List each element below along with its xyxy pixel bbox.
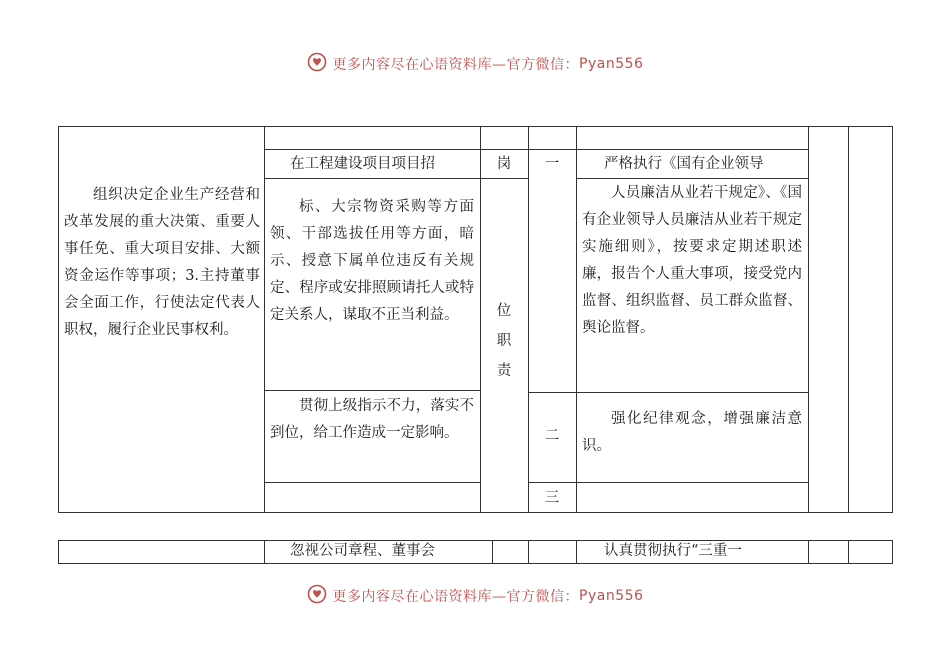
watermark-top [0, 52, 950, 76]
risk-point-2: 贯彻上级指示不力，落实不到位，给工作造成一定影响。 [270, 398, 474, 441]
watermark-code: Pyan556 [579, 56, 644, 72]
category-top-char: 岗 [496, 156, 512, 172]
measure-1: 人员廉洁从业若干规定》、《国有企业领导人员廉洁从业若干规定实施细则》，按要求定期述职述廉，报告个人重大事项，接受党内监督、组织监督、员工群众监督、舆论监督。 [582, 185, 802, 336]
table2-measure-text: 认真贯彻执行“三重一 [604, 543, 742, 559]
measure-2: 强化纪律观念，增强廉洁意识。 [582, 411, 802, 454]
category-char-1: 位 [496, 303, 512, 319]
heart-swirl-logo-icon [307, 52, 327, 76]
watermark-code: Pyan556 [579, 588, 644, 604]
level-3: 三 [544, 490, 560, 506]
heart-swirl-logo-icon [307, 584, 327, 608]
category-char-2: 职 [496, 333, 512, 349]
level-2: 二 [544, 428, 560, 444]
watermark-text: 更多内容尽在心语资料库—官方微信： [332, 57, 580, 73]
measure-header-text: 严格执行《国有企业领导 [604, 156, 764, 172]
table2-risk-text: 忽视公司章程、董事会 [290, 543, 435, 559]
category-label [480, 296, 528, 386]
risk-point-1: 标、大宗物资采购等方面领、干部选拔任用等方面，暗示、授意下属单位违反有关规定、程序或安排照顾请托人或特定关系人，谋取不正当利益。 [270, 199, 474, 323]
duty-description: 组织决定企业生产经营和改革发展的重大决策、重要人事任免、重大项目安排、大额资金运作等事项；3.主持董事会全面工作，行使法定代表人职权，履行企业民事权利。 [64, 187, 260, 338]
watermark-text: 更多内容尽在心语资料库—官方微信： [332, 589, 580, 605]
category-char-3: 责 [496, 363, 512, 379]
risk-header-text: 在工程建设项目项目招 [290, 156, 435, 172]
watermark-bottom [0, 584, 950, 608]
level-1: 一 [544, 156, 560, 172]
